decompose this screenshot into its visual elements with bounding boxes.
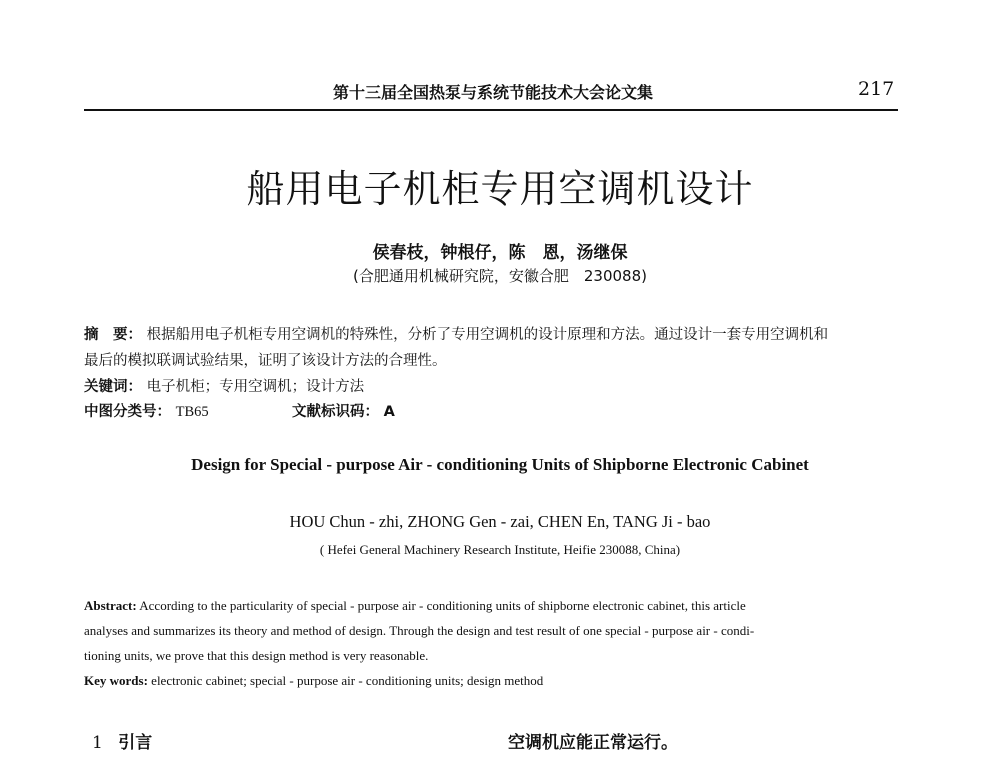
right-column-text: 空调机应能正常运行。	[508, 733, 678, 753]
header-rule	[84, 109, 898, 111]
keywords-en	[84, 673, 543, 689]
running-header-title: 第十三届全国热泵与系统节能技术大会论文集	[333, 83, 654, 102]
affiliation-en: ( Hefei General Machinery Research Institute, Heifie 230088, China)	[319, 542, 681, 557]
document-code-value: A	[383, 404, 395, 420]
authors-en: HOU Chun - zhi, ZHONG Gen - zai, CHEN En, TANG Ji - bao	[289, 512, 711, 531]
abstract-cn-line1	[84, 323, 828, 344]
classification-line	[84, 400, 209, 421]
abstract-cn-text1: 根据船用电子机柜专用空调机的特殊性，分析了专用空调机的设计原理和方法。通过设计一套专用空调机和	[146, 327, 829, 343]
document-code	[292, 400, 395, 421]
abstract-en-line1	[84, 598, 746, 614]
affiliation-cn: (合肥通用机械研究院，安徽合肥 230088)	[353, 267, 647, 285]
section-number: 1	[92, 733, 103, 753]
section-title: 引言	[118, 733, 153, 753]
abstract-cn-line2: 最后的模拟联调试验结果，证明了该设计方法的合理性。	[84, 353, 447, 369]
paper-title-en: Design for Special - purpose Air - conditioning Units of Shipborne Electronic Cabinet	[191, 455, 809, 474]
document-code-label: 文献标识码：	[292, 404, 379, 420]
abstract-en-line2: analyses and summarizes its theory and method of design. Through the design and test result of one special - purpose air - condi-	[84, 623, 755, 638]
keywords-cn	[84, 375, 364, 396]
abstract-en-label: Abstract:	[84, 598, 137, 613]
page-number: 217	[858, 78, 895, 100]
classification-label: 中图分类号：	[84, 404, 171, 420]
abstract-en-text1: According to the particularity of special - purpose air - conditioning units of shipborne electronic cabinet, this article	[139, 598, 746, 613]
keywords-en-value: electronic cabinet; special - purpose air - conditioning units; design method	[151, 673, 544, 688]
abstract-en-line3: tioning units, we prove that this design method is very reasonable.	[84, 648, 429, 663]
classification-value: TB65	[175, 404, 209, 420]
section-heading	[92, 728, 152, 753]
authors-cn: 侯春枝，钟根仔，陈 恩，汤继保	[372, 243, 628, 263]
keywords-cn-value: 电子机柜；专用空调机；设计方法	[146, 379, 365, 395]
abstract-cn-label: 摘 要：	[84, 327, 142, 343]
keywords-cn-label: 关键词：	[84, 379, 142, 395]
paper-title-cn: 船用电子机柜专用空调机设计	[246, 167, 754, 211]
keywords-en-label: Key words:	[84, 673, 148, 688]
